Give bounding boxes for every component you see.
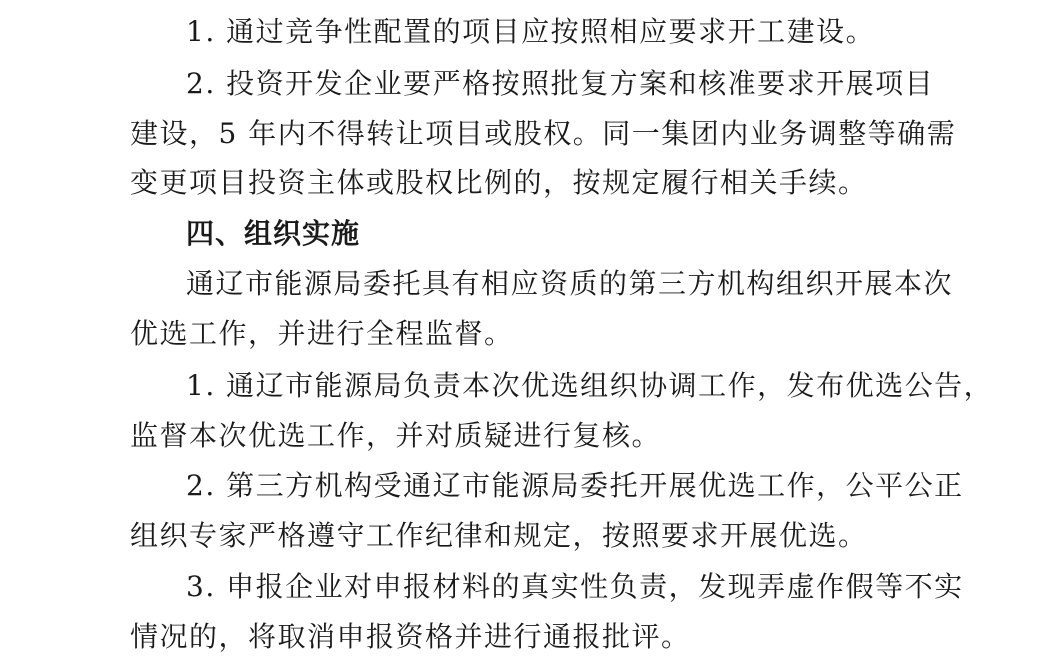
paragraph-line: 优选工作，并进行全程监督。 (130, 317, 514, 350)
paragraph-line: 情况的，将取消申报资格并进行通报批评。 (130, 620, 691, 653)
paragraph-line: 3. 申报企业对申报材料的真实性负责，发现弄虚作假等不实 (186, 570, 964, 603)
paragraph-line: 1. 通辽市能源局负责本次优选组织协调工作，发布优选公告， (186, 369, 994, 402)
paragraph-line: 变更项目投资主体或股权比例的，按规定履行相关手续。 (130, 166, 868, 199)
paragraph-line: 通辽市能源局委托具有相应资质的第三方机构组织开展本次 (186, 267, 954, 300)
paragraph-line: 1. 通过竞争性配置的项目应按照相应要求开工建设。 (186, 15, 876, 48)
paragraph-line: 组织专家严格遵守工作纪律和规定，按照要求开展优选。 (130, 519, 868, 552)
paragraph-line: 2. 第三方机构受通辽市能源局委托开展优选工作，公平公正 (186, 469, 964, 502)
section-heading: 四、组织实施 (186, 217, 361, 250)
paragraph-line: 建设，5 年内不得转让项目或股权。同一集团内业务调整等确需 (130, 117, 957, 150)
paragraph-line: 监督本次优选工作，并对质疑进行复核。 (130, 419, 662, 452)
paragraph-line: 2. 投资开发企业要严格按照批复方案和核准要求开展项目 (186, 67, 935, 100)
